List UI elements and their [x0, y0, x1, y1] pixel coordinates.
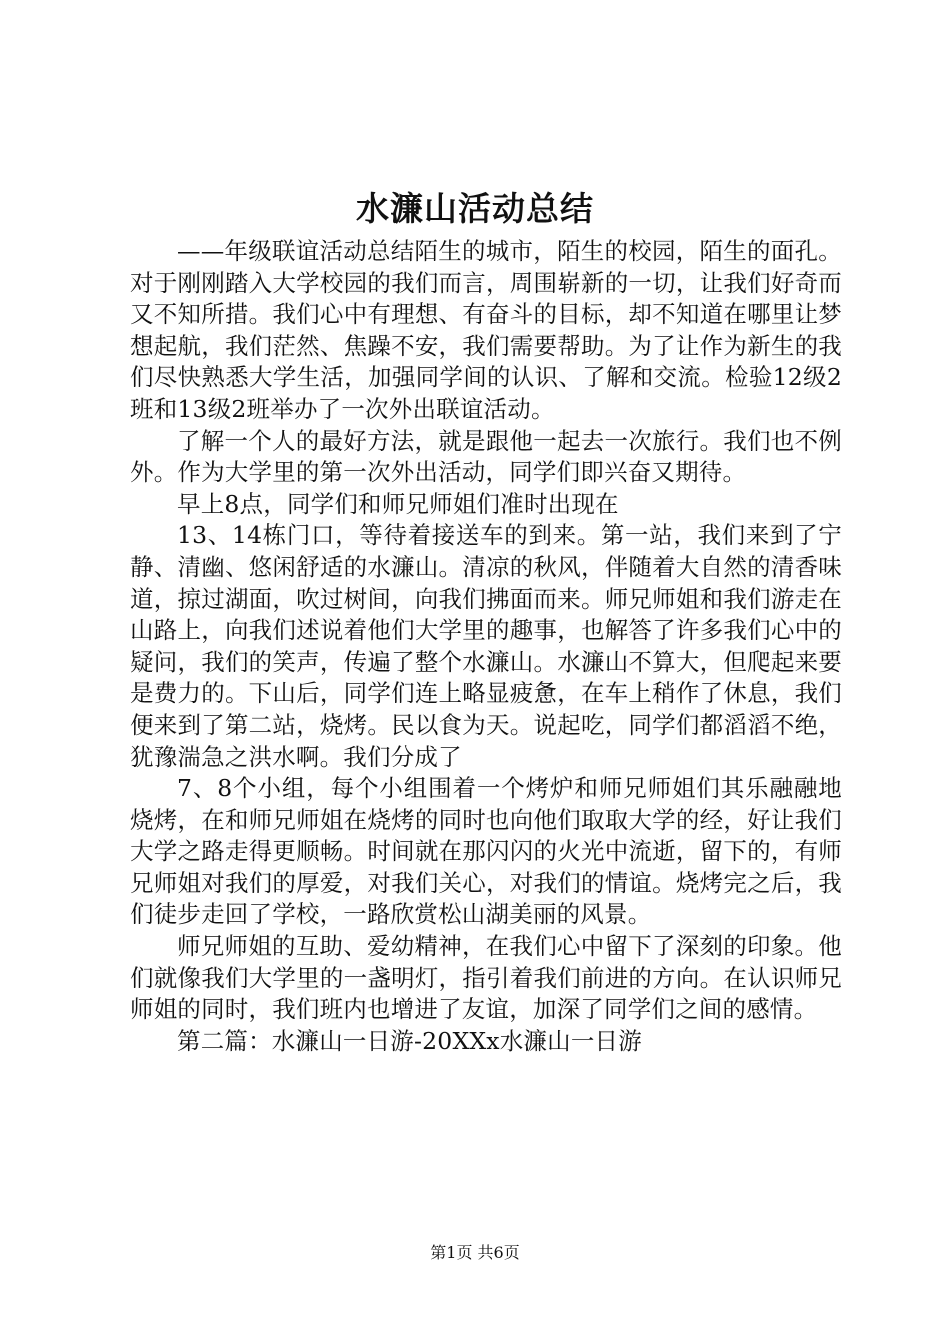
paragraph-morning: 早上8点，同学们和师兄师姐们准时出现在 — [177, 489, 619, 518]
document-body — [130, 236, 842, 1057]
paragraph-intro: ——年级联谊活动总结陌生的城市，陌生的校园，陌生的面孔。对于刚刚踏入大学校园的我们而言，周围崭新的一切，让我们好奇而又不知所措。我们心中有理想、有奋斗的目标，却不知道在哪里让梦想起航，我们茫然、焦躁不安，我们需要帮助。为了让作为新生的我们尽快熟悉大学生活，加强同学间的认识、了解和交流。检验12级2班和13级2班举办了一次外出联谊活动。 — [130, 237, 842, 423]
paragraph-travel: 了解一个人的最好方法，就是跟他一起去一次旅行。我们也不例外。作为大学里的第一次外出活动，同学们即兴奋又期待。 — [130, 426, 842, 487]
document-title: 水濂山活动总结 — [356, 189, 594, 228]
paragraph-second-article: 第二篇：水濂山一日游-20XXx水濂山一日游 — [177, 1026, 642, 1055]
page-number-footer: 第1页 共6页 — [430, 1243, 520, 1262]
paragraph-reflection: 师兄师姐的互助、爱幼精神，在我们心中留下了深刻的印象。他们就像我们大学里的一盏明灯，指引着我们前进的方向。在认识师兄师姐的同时，我们班内也增进了友谊，加深了同学们之间的感情。 — [130, 932, 842, 1024]
paragraph-first-stop: 13、14栋门口，等待着接送车的到来。第一站，我们来到了宁静、清幽、悠闲舒适的水濂山。清凉的秋风，伴随着大自然的清香味道，掠过湖面，吹过树间，向我们拂面而来。师兄师姐和我们游走在山路上，向我们述说着他们大学里的趣事，也解答了许多我们心中的疑问，我们的笑声，传遍了整个水濂山。水濂山不算大，但爬起来要是费力的。下山后，同学们连上略显疲惫，在车上稍作了休息，我们便来到了第二站，烧烤。民以食为天。说起吃，同学们都滔滔不绝，犹豫湍急之洪水啊。我们分成了 — [130, 521, 842, 771]
paragraph-barbecue: 7、8个小组，每个小组围着一个烤炉和师兄师姐们其乐融融地烧烤，在和师兄师姐在烧烤的同时也向他们取取大学的经，好让我们大学之路走得更顺畅。时间就在那闪闪的火光中流逝，留下的，有师兄师姐对我们的厚爱，对我们关心，对我们的情谊。烧烤完之后，我们徒步走回了学校，一路欣赏松山湖美丽的风景。 — [130, 774, 842, 929]
